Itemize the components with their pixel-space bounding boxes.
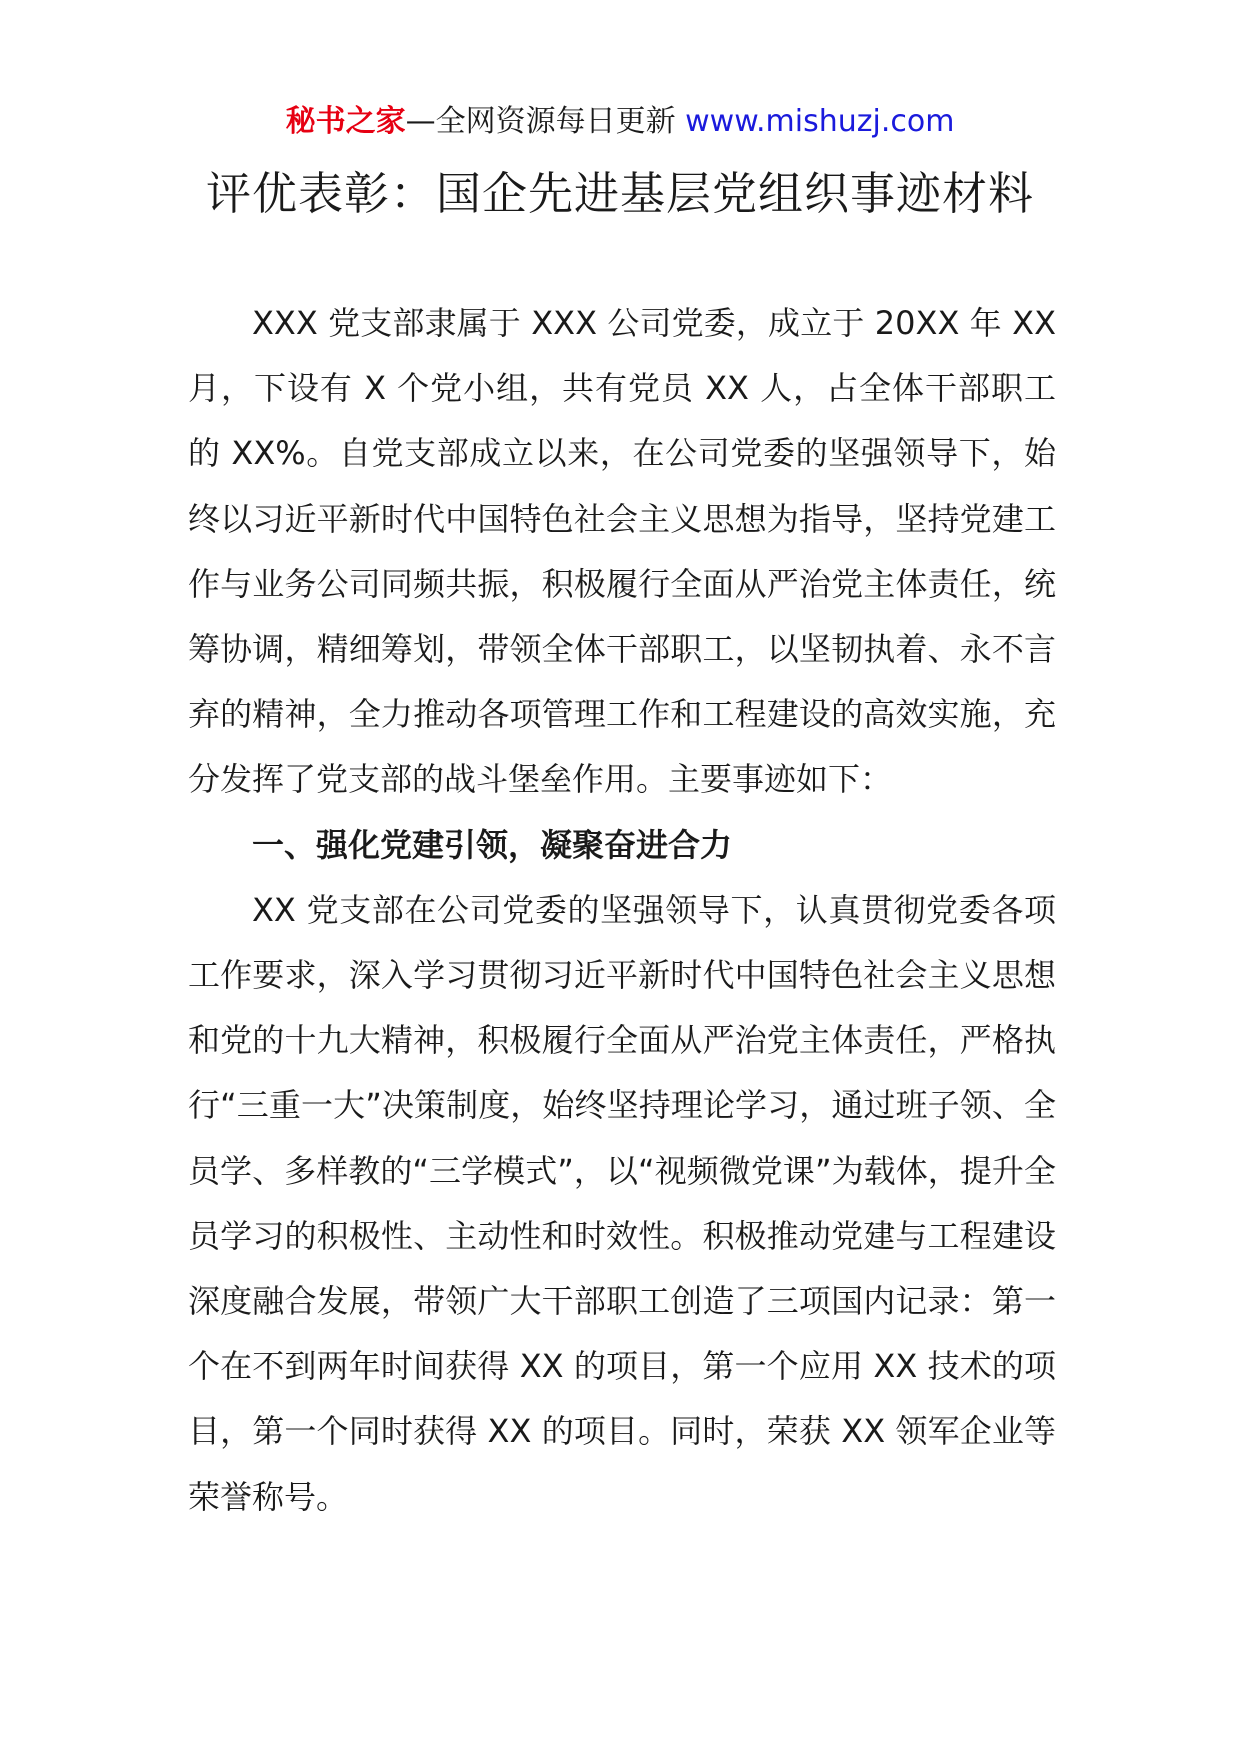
site-url-link[interactable]: www.mishuzj.com xyxy=(685,104,955,139)
banner-tagline: —全网资源每日更新 xyxy=(405,104,686,139)
site-banner xyxy=(0,100,1240,144)
intro-paragraph: XXX 党支部隶属于 XXX 公司党委，成立于 20XX 年 XX 月，下设有 X 个党小组，共有党员 XX 人，占全体干部职工的 XX%。自党支部成立以来，在公司党委的坚强领导下，始终以习近平新时代中国特色社会主义思想为指导，坚持党建工作与业务公司同频共振，积极履行全面从严治党主体责任，统筹协调，精细筹划，带领全体干部职工，以坚韧执着、永不言弃的精神，全力推动各项管理工作和工程建设的高效实施，充分发挥了党支部的战斗堡垒作用。主要事迹如下： xyxy=(188,304,1056,799)
section-heading-1: 一、强化党建引领，凝聚奋进合力 xyxy=(252,825,733,864)
document-body xyxy=(188,291,1056,1530)
section-1-paragraph: XX 党支部在公司党委的坚强领导下，认真贯彻党委各项工作要求，深入学习贯彻习近平新时代中国特色社会主义思想和党的十九大精神，积极履行全面从严治党主体责任，严格执行“三重一大”决策制度，始终坚持理论学习，通过班子领、全员学、多样教的“三学模式”，以“视频微党课”为载体，提升全员学习的积极性、主动性和时效性。积极推动党建与工程建设深度融合发展，带领广大干部职工创造了三项国内记录：第一个在不到两年时间获得 XX 的项目，第一个应用 XX 技术的项目，第一个同时获得 XX 的项目。同时，荣获 XX 领军企业等荣誉称号。 xyxy=(188,890,1056,1516)
brand-name: 秘书之家 xyxy=(285,104,406,139)
document-title: 评优表彰：国企先进基层党组织事迹材料 xyxy=(205,167,1034,220)
